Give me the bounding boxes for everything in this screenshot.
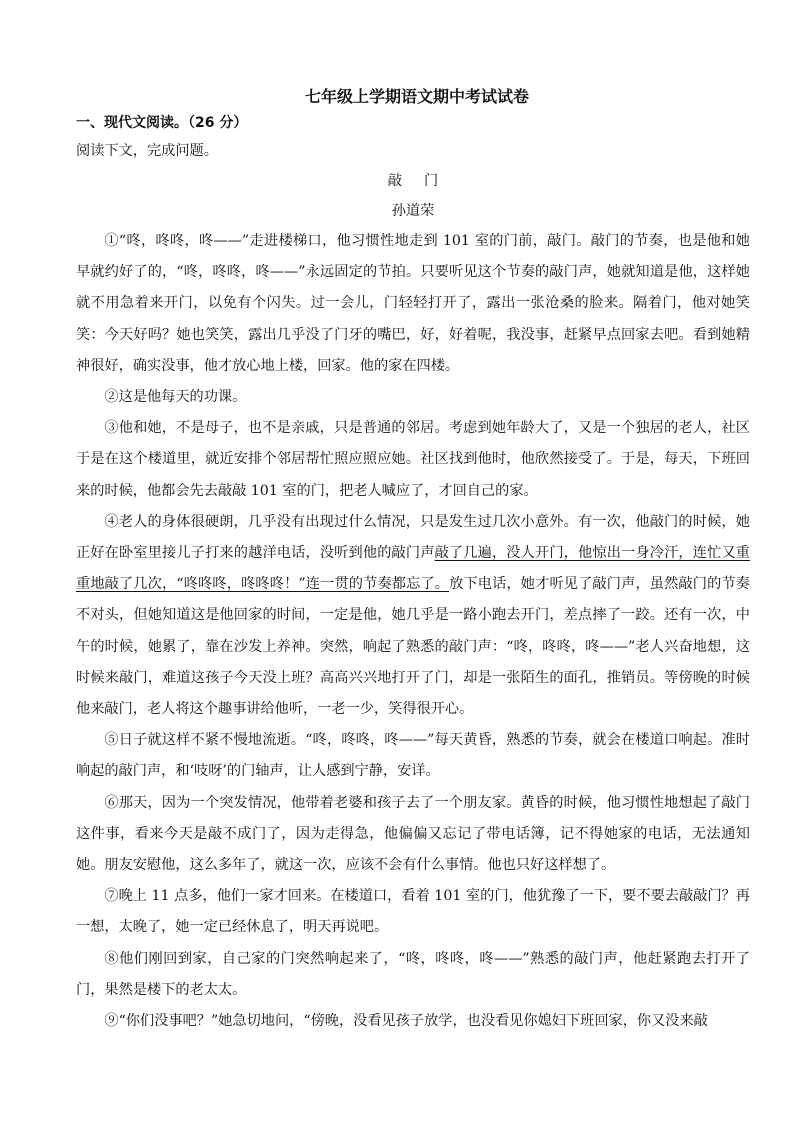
instruction-text: 阅读下文，完成问题。 <box>76 143 218 159</box>
paragraph-1: ①“咚，咚咚，咚——”走进楼梯口，他习惯性地走到 101 室的门前，敲门。敲门的节奏，也是他和她早就约好了的，“咚，咚咚，咚——”永远固定的节拍。只要听见这个节奏的敲门声，她就知道是他，这样她就不用急着来开门，以免有个闪失。过一会儿，门轻轻打开了，露出一张沧桑的脸来。隔着门，他对她笑笑：今天好吗？她也笑笑，露出几乎没了门牙的嘴巴，好，好着呢，我没事，赶紧早点回家去吧。看到她精神很好，确实没事，他才放心地上楼，回家。他的家在四楼。 <box>76 233 750 374</box>
paragraph-4-part-a: ④老人的身体很硬朗，几乎没有出现过什么情况，只是发生过几次小意外。有一次，他敲门的时候，她正好在卧室里接儿子打来的越洋电话，没听到他的敲门声 <box>76 513 750 562</box>
article-title <box>76 166 750 196</box>
paragraph-3: ③他和她，不是母子，也不是亲戚，只是普通的邻居。考虑到她年龄大了，又是一个独居的老人，社区于是在这个楼道里，就近安排个邻居帮忙照应照应她。社区找到他时，他欣然接受了。于是，每天，下班回来的时候，他都会先去敲敲 101 室的门，把老人喊应了，才回自己的家。 <box>76 420 750 499</box>
article-title-part-2: 门 <box>424 173 439 189</box>
paragraph-4 <box>76 507 750 725</box>
paragraph-2: ②这是他每天的功课。 <box>104 389 247 406</box>
article-author: 孙道荣 <box>391 203 435 219</box>
paragraph-8: ⑧他们刚回到家，自己家的门突然响起来了，“咚，咚咚，咚——”熟悉的敲门声，他赶紧跑去打开了门，果然是楼下的老太太。 <box>76 950 750 998</box>
paragraph-6: ⑥那天，因为一个突发情况，他带着老婆和孩子去了一个朋友家。黄昏的时候，他习惯性地想起了敲门这件事，看来今天是敲不成门了，因为走得急，他偏偏又忘记了带电话簿，记不得她家的电话，无法通知她。朋友安慰他，这么多年了，就这一次，应该不会有什么事情。他也只好这样想了。 <box>76 794 750 874</box>
paragraph-7: ⑦晚上 11 点多，他们一家才回来。在楼道口，看着 101 室的门，他犹豫了一下，要不要去敲敲门？再一想，太晚了，她一定已经休息了，明天再说吧。 <box>76 888 750 936</box>
underlined-sentence: 敲了几遍，没人开门，他惊出一身冷汗，连忙又重重地敲了几次，“咚咚咚，咚咚咚！”连一贯的节奏都忘了。 <box>76 545 750 593</box>
paragraph-5: ⑤日子就这样不紧不慢地流逝。“咚，咚咚，咚——”每天黄昏，熟悉的节奏，就会在楼道口响起。准时响起的敲门声，和‘吱呀’的门轴声，让人感到宁静，安详。 <box>76 732 750 780</box>
paragraph-4-part-b: 放下电话，她才听见了敲门声，虽然敲门的节奏不对头，但她知道这是他回家的时间，一定是他，她几乎是一路小跑去开门，差点摔了一跤。还有一次，中午的时候，她累了，靠在沙发上养神。突然，响起了熟悉的敲门声：“咚，咚咚，咚——”老人兴奋地想，这时候来敲门，难道这孩子今天没上班？高高兴兴地打开了门，却是一张陌生的面孔，推销员。等傍晚的时候他来敲门，老人将这个趣事讲给他听，一老一少，笑得很开心。 <box>76 576 750 718</box>
section-heading: 一、现代文阅读。（26 分） <box>76 115 248 131</box>
paragraph-9: ⑨“你们没事吧？”她急切地问，“傍晚，没看见孩子放学，也没看见你媳妇下班回家，你又没来敲 <box>104 1013 708 1030</box>
exam-title: 七年级上学期语文期中考试试卷 <box>304 87 529 106</box>
article-title-part-1: 敲 <box>387 173 402 189</box>
